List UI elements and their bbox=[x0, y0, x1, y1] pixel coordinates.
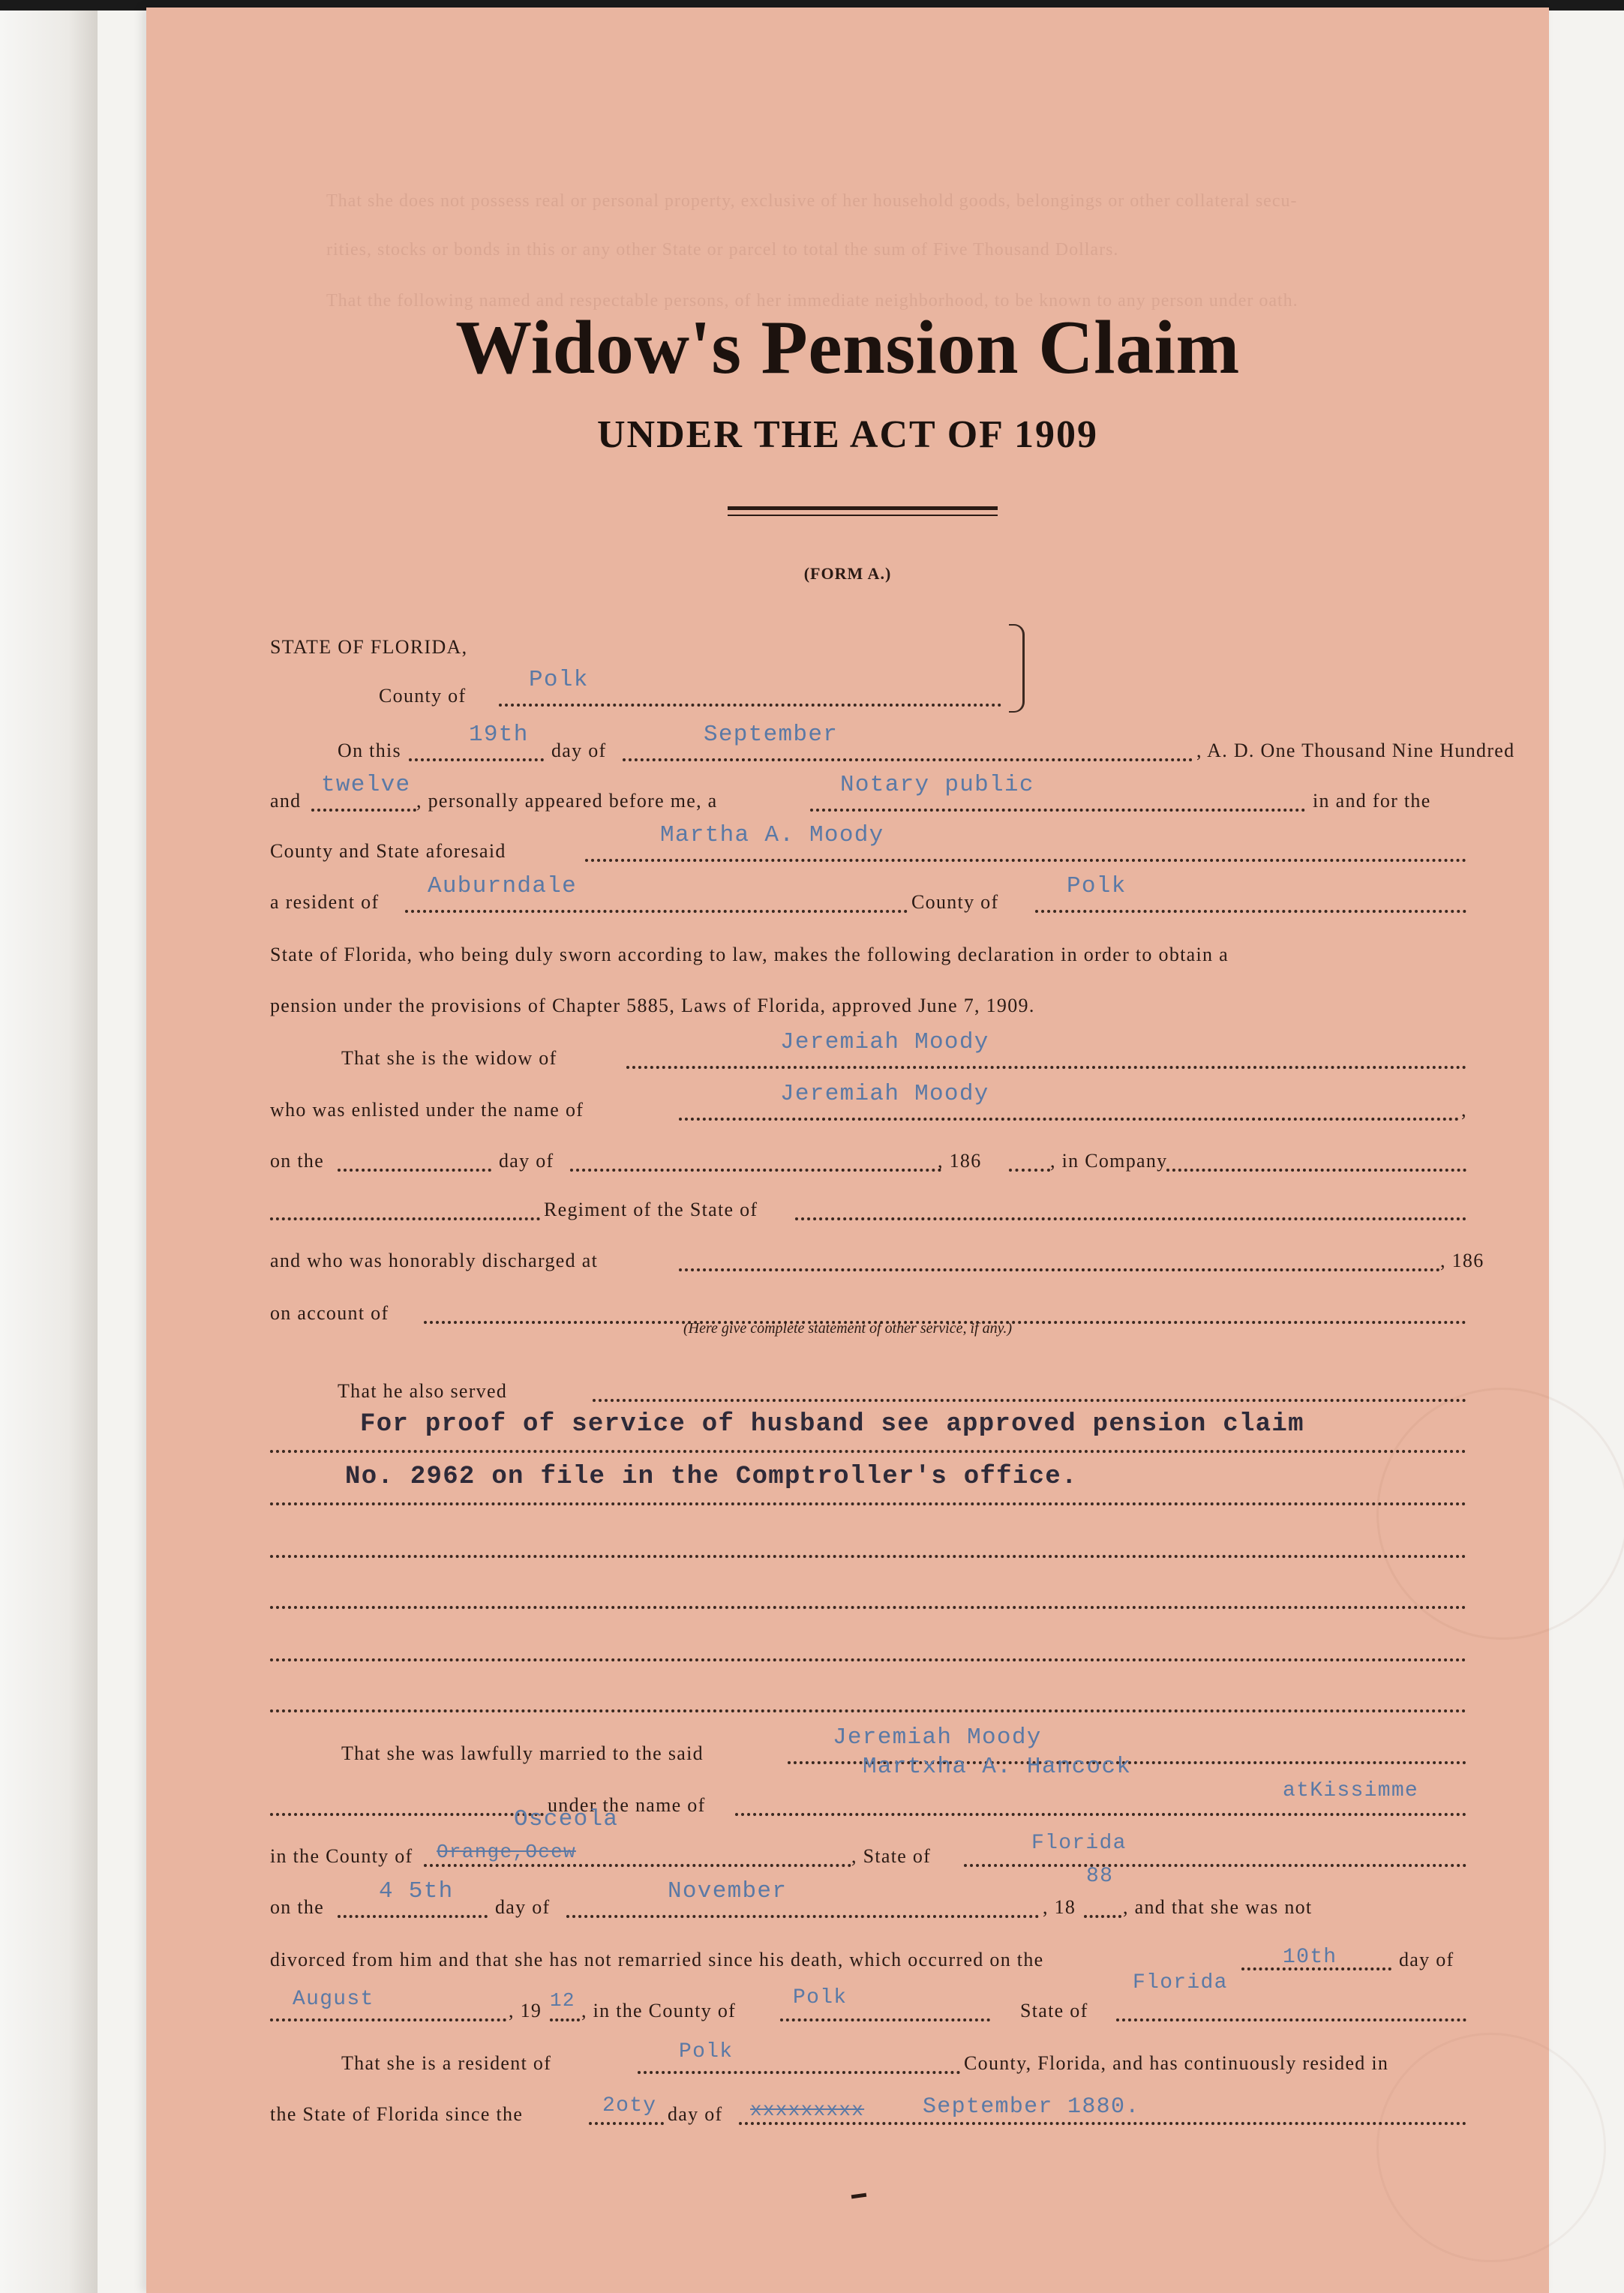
state-of-label: State of bbox=[1020, 2000, 1088, 2021]
since-day: 2oty bbox=[602, 2094, 657, 2117]
blank-line bbox=[623, 756, 1193, 761]
day-of-label: day of bbox=[499, 1150, 554, 1172]
year-label: , 186 bbox=[938, 1150, 982, 1172]
page-title: Widow's Pension Claim bbox=[455, 305, 1240, 390]
death-county: Polk bbox=[793, 1986, 848, 2009]
year-label: , 19 bbox=[509, 2000, 542, 2021]
blank-line bbox=[1084, 1913, 1121, 1918]
aforesaid-label: County and State aforesaid bbox=[270, 840, 506, 862]
state-line bbox=[270, 630, 1470, 663]
county-value: Polk bbox=[1067, 873, 1127, 899]
declaration-text: pension under the provisions of Chapter 5885, Laws of Florida, approved June 7, 1909. bbox=[270, 995, 1035, 1016]
blank-line bbox=[270, 1553, 1466, 1558]
county-of-label: in the County of bbox=[270, 1845, 413, 1867]
husband-name: Jeremiah Moody bbox=[833, 1724, 1042, 1751]
title-rule bbox=[728, 515, 998, 516]
blank-line bbox=[593, 1397, 1466, 1402]
residence-florida-line bbox=[270, 2040, 1470, 2079]
comma: , bbox=[1461, 1099, 1467, 1121]
bracket bbox=[1009, 624, 1025, 713]
since-date: September 1880. bbox=[923, 2094, 1140, 2120]
struck-county: Orange,Ocew bbox=[437, 1841, 576, 1863]
blank-line bbox=[626, 1064, 1466, 1069]
appeared-text: , personally appeared before me, a bbox=[416, 790, 718, 812]
bleed-line: That she does not possess real or personal property, exclusive of her household goods, belongings or other collateral secu- bbox=[326, 191, 1298, 211]
widow-line bbox=[270, 1029, 1470, 1074]
death-date-line bbox=[270, 1971, 1470, 2027]
scan-margin bbox=[0, 11, 98, 2293]
blank-line bbox=[1009, 1166, 1050, 1172]
resident-county: Polk bbox=[679, 2040, 734, 2063]
year-text: , A. D. One Thousand Nine Hundred bbox=[1196, 740, 1515, 761]
year-label: , 186 bbox=[1440, 1250, 1484, 1271]
blank-service-line bbox=[270, 1634, 1470, 1667]
service-statement: No. 2962 on file in the Comptroller's office. bbox=[345, 1463, 1078, 1491]
blank-line bbox=[270, 1604, 1466, 1609]
form-paper bbox=[146, 8, 1549, 2293]
day-value: 19th bbox=[469, 722, 529, 748]
county-value: Polk bbox=[529, 667, 589, 693]
since-label: the State of Florida since the bbox=[270, 2103, 524, 2125]
on-the-label: on the bbox=[270, 1150, 325, 1172]
blank-line bbox=[964, 1862, 1466, 1867]
enlisted-name: Jeremiah Moody bbox=[780, 1081, 989, 1107]
day-of-label: day of bbox=[495, 1896, 551, 1918]
pen-mark bbox=[851, 2193, 867, 2199]
marriage-state: Florida bbox=[1031, 1832, 1127, 1855]
blank-line bbox=[311, 806, 416, 812]
state-label: STATE OF FLORIDA, bbox=[270, 636, 468, 658]
blank-line bbox=[1116, 2016, 1466, 2021]
discharge-line bbox=[270, 1244, 1484, 1277]
death-day: 10th bbox=[1283, 1946, 1337, 1969]
blank-line bbox=[735, 1811, 1466, 1816]
company-label: , in Company bbox=[1050, 1150, 1168, 1172]
divorce-text: divorced from him and that she has not remarried since his death, which occurred on the bbox=[270, 1949, 1044, 1970]
death-state: Florida bbox=[1133, 1971, 1228, 1994]
blank-service-line bbox=[270, 1530, 1470, 1563]
blank-line bbox=[409, 756, 544, 761]
residence-line bbox=[270, 873, 1470, 918]
year-value: twelve bbox=[321, 772, 411, 798]
bleed-line: rities, stocks or bonds in this or any other State or parcel to total the sum of Five Thousand Dollars. bbox=[326, 240, 1119, 260]
maiden-label: under the name of bbox=[548, 1794, 706, 1816]
blank-line bbox=[810, 806, 1305, 812]
county-of-label: , in the County of bbox=[581, 2000, 737, 2021]
declaration-line bbox=[270, 938, 1470, 971]
marriage-month: November bbox=[668, 1878, 788, 1904]
enlisted-label: who was enlisted under the name of bbox=[270, 1099, 584, 1121]
blank-service-line bbox=[270, 1685, 1470, 1718]
day-of-label: day of bbox=[1399, 1949, 1454, 1970]
resident-label: That she is a resident of bbox=[341, 2052, 552, 2074]
blank-line bbox=[270, 1215, 540, 1220]
claimant-name: Martha A. Moody bbox=[660, 822, 884, 848]
blank-line bbox=[270, 2016, 506, 2021]
marriage-place: atKissimme bbox=[1283, 1779, 1419, 1802]
struck-text: xxxxxxxxx bbox=[750, 2099, 865, 2121]
blank-line bbox=[405, 908, 908, 913]
year-label: , 18 bbox=[1043, 1896, 1076, 1918]
officer-value: Notary public bbox=[840, 772, 1034, 798]
on-the-label: on the bbox=[270, 1896, 325, 1918]
instruction-note: (Here give complete statement of other service, if any.) bbox=[683, 1320, 1012, 1337]
blank-line bbox=[338, 1913, 488, 1918]
death-month: August bbox=[293, 1988, 374, 2011]
enlistment-date-line bbox=[270, 1144, 1470, 1177]
form-label: (FORM A.) bbox=[803, 564, 892, 583]
on-this-label: On this bbox=[338, 740, 401, 761]
account-label: on account of bbox=[270, 1302, 389, 1324]
served-label: That he also served bbox=[338, 1380, 508, 1402]
page-subtitle: UNDER THE ACT OF 1909 bbox=[596, 413, 1099, 456]
blank-line bbox=[270, 1707, 1466, 1712]
title-rule bbox=[728, 506, 998, 510]
town-value: Auburndale bbox=[428, 873, 578, 899]
claimant-line bbox=[270, 822, 1470, 867]
marriage-day: 4 5th bbox=[379, 1878, 454, 1904]
regiment-line bbox=[270, 1193, 1470, 1226]
in-and-for-text: in and for the bbox=[1313, 790, 1431, 812]
since-date-line bbox=[270, 2094, 1470, 2130]
blank-line bbox=[780, 2016, 990, 2021]
blank-line bbox=[1035, 908, 1466, 913]
blank-line bbox=[270, 1811, 544, 1816]
blank-line bbox=[679, 1115, 1459, 1121]
enlisted-line bbox=[270, 1081, 1470, 1126]
maiden-name: Martxha A. Hancock bbox=[863, 1754, 1132, 1780]
declaration-text: State of Florida, who being duly sworn according to law, makes the following declaration in order to obtain a bbox=[270, 944, 1229, 965]
declaration-line bbox=[270, 989, 1470, 1022]
blank-service-line bbox=[270, 1581, 1470, 1614]
marriage-date-line bbox=[270, 1865, 1470, 1923]
married-label: That she was lawfully married to the said bbox=[341, 1742, 704, 1764]
blank-line bbox=[679, 1266, 1440, 1271]
blank-line bbox=[270, 1656, 1466, 1661]
blank-line bbox=[585, 857, 1466, 862]
date-line bbox=[270, 722, 1515, 767]
and-label: and bbox=[270, 790, 302, 812]
day-of-label: day of bbox=[668, 2103, 723, 2125]
regiment-label: Regiment of the State of bbox=[544, 1199, 758, 1220]
not-divorced-text: , and that she was not bbox=[1123, 1896, 1313, 1918]
service-text-line bbox=[270, 1410, 1470, 1458]
service-statement: For proof of service of husband see approved pension claim bbox=[360, 1410, 1304, 1439]
husband-name: Jeremiah Moody bbox=[780, 1029, 989, 1055]
blank-line bbox=[570, 1166, 941, 1172]
marriage-county-line bbox=[270, 1806, 1470, 1872]
maiden-name-line bbox=[270, 1754, 1470, 1821]
service-text-line bbox=[270, 1463, 1470, 1511]
blank-line bbox=[550, 2016, 580, 2021]
month-value: September bbox=[704, 722, 839, 748]
blank-line bbox=[566, 1913, 1039, 1918]
county-line bbox=[270, 667, 1470, 712]
death-year: 12 bbox=[550, 1989, 575, 2012]
blank-line bbox=[499, 701, 1001, 707]
state-of-label: , State of bbox=[851, 1845, 932, 1867]
county-of-label: County of bbox=[911, 891, 999, 913]
discharged-label: and who was honorably discharged at bbox=[270, 1250, 599, 1271]
widow-label: That she is the widow of bbox=[341, 1047, 557, 1069]
bleed-line: That the following named and respectable persons, of her immediate neighborhood, to be known to any person under oath. bbox=[326, 291, 1298, 311]
blank-line bbox=[589, 2120, 664, 2125]
blank-line bbox=[795, 1215, 1466, 1220]
death-line bbox=[270, 1943, 1470, 1976]
blank-line bbox=[1166, 1166, 1466, 1172]
service-line bbox=[270, 1374, 1470, 1407]
resident-label: a resident of bbox=[270, 891, 380, 913]
marriage-year: 88 bbox=[1086, 1865, 1114, 1888]
blank-line bbox=[338, 1166, 491, 1172]
officer-line bbox=[270, 772, 1470, 817]
county-label: County of bbox=[379, 685, 467, 707]
day-of-label: day of bbox=[551, 740, 607, 761]
blank-line bbox=[270, 1500, 1466, 1505]
blank-line bbox=[638, 2069, 960, 2074]
blank-line bbox=[270, 1448, 1466, 1453]
marriage-county: Osceola bbox=[514, 1806, 619, 1832]
continuous-residence-text: County, Florida, and has continuously resided in bbox=[964, 2052, 1389, 2074]
